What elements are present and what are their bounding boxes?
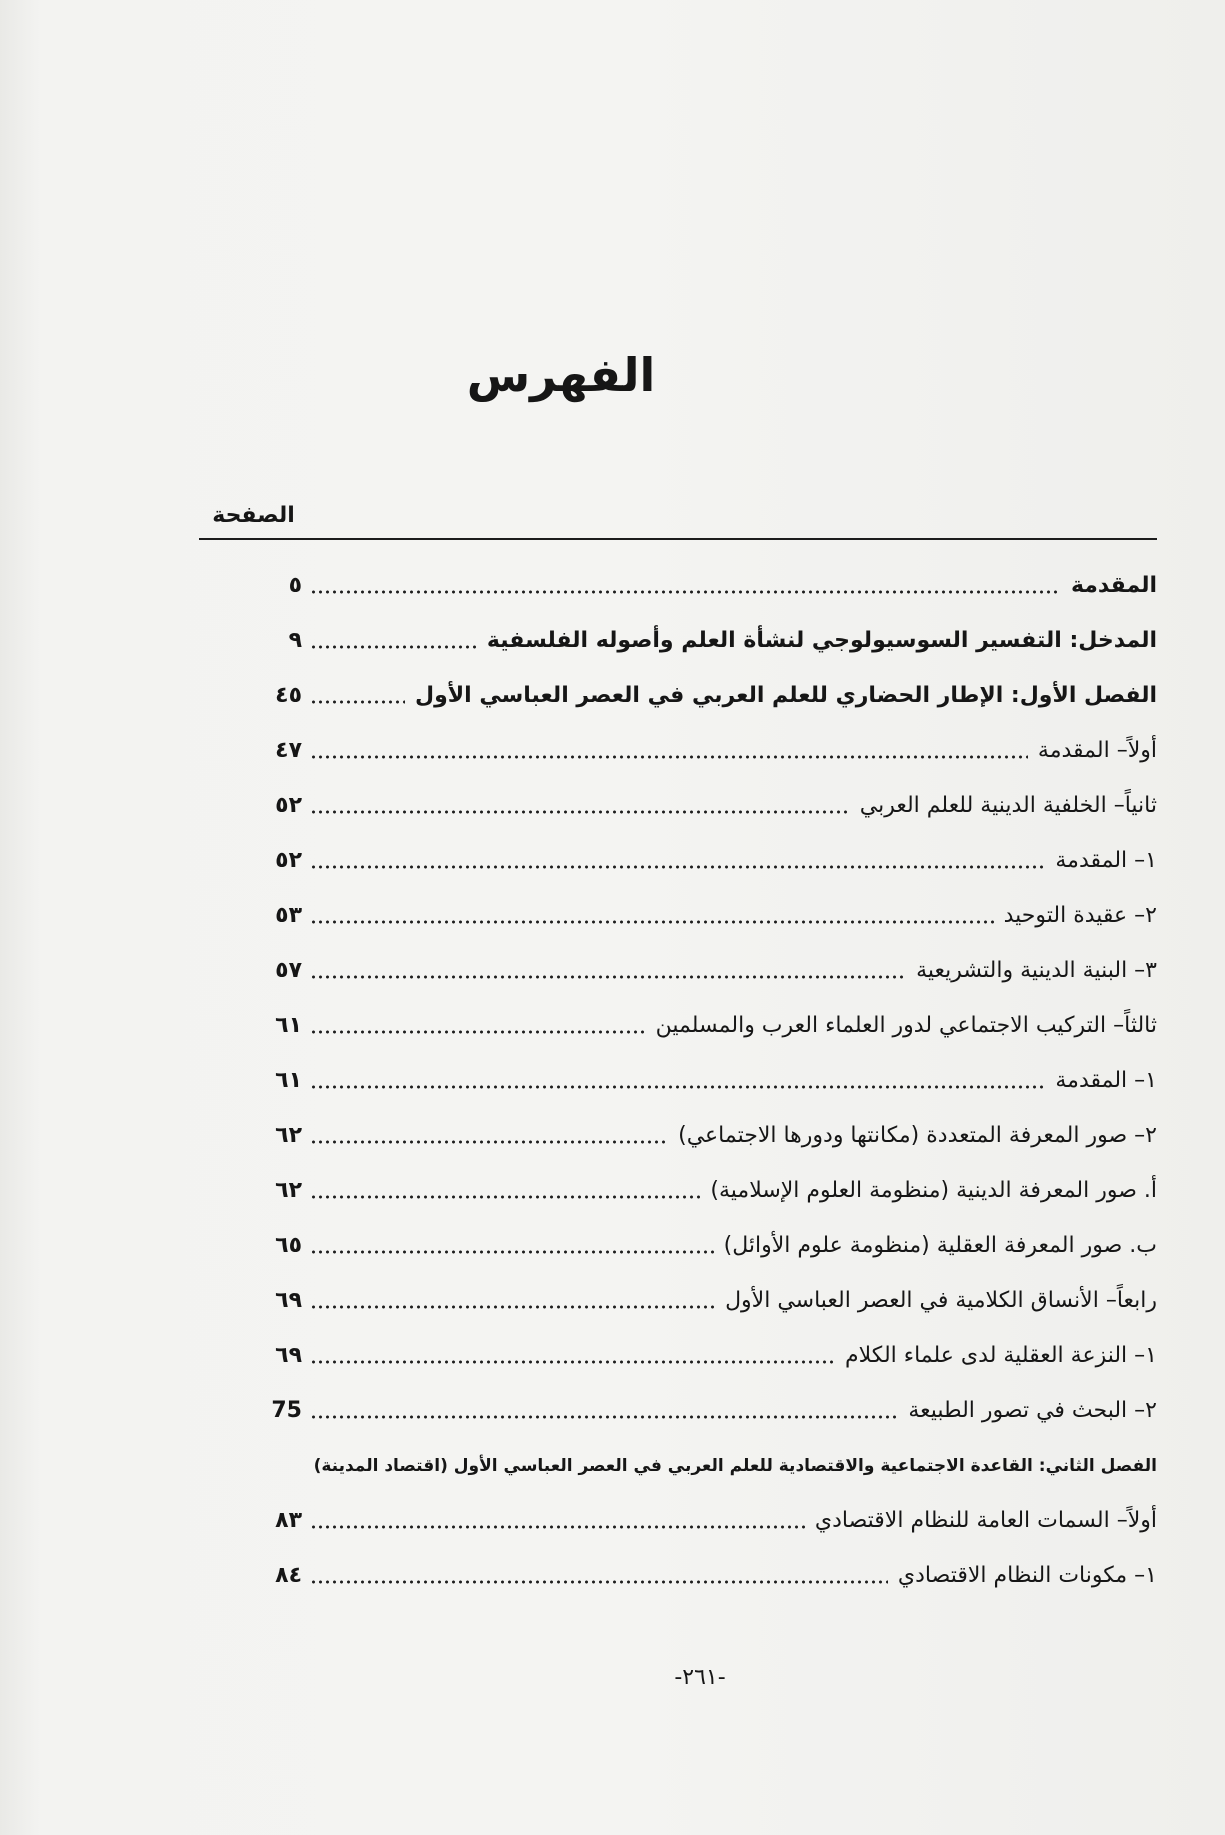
dot-leader <box>310 1250 714 1254</box>
toc-entry-text: ٢– عقيدة التوحيد <box>1003 903 1157 928</box>
dot-leader <box>310 1525 805 1529</box>
toc-entry-page: ٥ <box>288 573 302 598</box>
dot-leader <box>310 1085 1045 1089</box>
toc-entry <box>230 1487 1157 1542</box>
toc-entry <box>230 1377 1157 1432</box>
toc-entry-text: ٢– صور المعرفة المتعددة (مكانتها ودورها الاجتماعي) <box>678 1123 1157 1148</box>
dot-leader <box>310 1030 646 1034</box>
toc-entry-text: ١– المقدمة <box>1055 1068 1157 1093</box>
toc-entry-page: ٨٣ <box>275 1508 302 1533</box>
toc-entry-text: ١– النزعة العقلية لدى علماء الكلام <box>845 1343 1157 1368</box>
toc-entry <box>230 662 1157 717</box>
toc-entry-page: ٦٩ <box>275 1343 302 1368</box>
dot-leader <box>310 810 850 814</box>
toc-entry-text: أولاً– السمات العامة للنظام الاقتصادي <box>814 1508 1157 1533</box>
dot-leader <box>310 1140 668 1144</box>
toc-entry-text: رابعاً– الأنساق الكلامية في العصر العباسي الأول <box>725 1288 1157 1313</box>
toc-entry <box>230 772 1157 827</box>
toc-entry <box>230 1157 1157 1212</box>
toc-entry-text: أ. صور المعرفة الدينية (منظومة العلوم الإسلامية) <box>710 1178 1157 1203</box>
page-title: الفهرس <box>466 348 656 402</box>
toc-entry-text: ١– مكونات النظام الاقتصادي <box>897 1563 1157 1588</box>
dot-leader <box>310 1415 898 1419</box>
dot-leader <box>310 975 906 979</box>
toc-entry-page: ٥٢ <box>275 848 302 873</box>
toc-entry-page: ٨٤ <box>275 1563 302 1588</box>
toc-entry-text: المقدمة <box>1070 573 1157 598</box>
toc-entry <box>230 1322 1157 1377</box>
dot-leader <box>310 700 405 704</box>
dot-leader <box>310 1305 715 1309</box>
dot-leader <box>310 645 477 649</box>
toc-entry-text: ٣– البنية الدينية والتشريعية <box>916 958 1157 983</box>
toc-entry-page: ٦٥ <box>275 1233 302 1258</box>
toc-entry <box>230 992 1157 1047</box>
toc-entry-page: ٥٣ <box>275 903 302 928</box>
toc-entry-page: ٦٢ <box>275 1123 302 1148</box>
dot-leader <box>310 865 1045 869</box>
toc-entry-page: ٦١ <box>275 1068 302 1093</box>
toc-entry <box>230 607 1157 662</box>
toc-entry <box>230 827 1157 882</box>
toc-entry <box>230 1212 1157 1267</box>
header-rule <box>199 538 1157 540</box>
dot-leader <box>310 1580 888 1584</box>
toc-entry-page: ٤٧ <box>275 738 302 763</box>
toc-entry-text: ب. صور المعرفة العقلية (منظومة علوم الأوائل) <box>723 1233 1157 1258</box>
toc-entry <box>230 937 1157 992</box>
toc-entry <box>230 1542 1157 1597</box>
toc-entry-text: ٢– البحث في تصور الطبيعة <box>908 1398 1157 1423</box>
toc-entry <box>230 552 1157 607</box>
toc-entry <box>230 882 1157 937</box>
toc-entry-page: ٥٧ <box>275 958 302 983</box>
toc-entry-page: ٦٢ <box>275 1178 302 1203</box>
toc-entry-text: ثالثاً– التركيب الاجتماعي لدور العلماء العرب والمسلمين <box>655 1013 1157 1038</box>
toc-entry-page: ٥٢ <box>275 793 302 818</box>
toc-entry-page: ٩ <box>288 628 302 653</box>
table-of-contents <box>230 552 1157 1597</box>
toc-entry-page: ٦٩ <box>275 1288 302 1313</box>
toc-chapter-heading <box>230 1432 1157 1487</box>
toc-entry <box>230 1267 1157 1322</box>
toc-entry-page: 75 <box>271 1398 302 1423</box>
dot-leader <box>310 590 1061 594</box>
toc-entry-page: ٤٥ <box>275 683 302 708</box>
dot-leader <box>310 1360 835 1364</box>
dot-leader <box>310 755 1028 759</box>
toc-entry-text: الفصل الثاني: القاعدة الاجتماعية والاقتصادية للعلم العربي في العصر العباسي الأول (اقتصاد المدينة) <box>313 1456 1157 1476</box>
toc-entry-page: ٦١ <box>275 1013 302 1038</box>
page-number: -٢٦١- <box>674 1665 726 1690</box>
dot-leader <box>310 1195 700 1199</box>
dot-leader <box>310 920 994 924</box>
toc-entry-text: ١– المقدمة <box>1055 848 1157 873</box>
toc-entry-text: ثانياً– الخلفية الدينية للعلم العربي <box>859 793 1157 818</box>
toc-entry <box>230 1102 1157 1157</box>
toc-entry-text: أولاً– المقدمة <box>1037 738 1157 763</box>
page-column-header: الصفحة <box>212 503 295 528</box>
toc-entry-text: الفصل الأول: الإطار الحضاري للعلم العربي في العصر العباسي الأول <box>415 683 1157 708</box>
toc-entry <box>230 1047 1157 1102</box>
toc-entry <box>230 717 1157 772</box>
toc-entry-text: المدخل: التفسير السوسيولوجي لنشأة العلم وأصوله الفلسفية <box>486 628 1157 653</box>
